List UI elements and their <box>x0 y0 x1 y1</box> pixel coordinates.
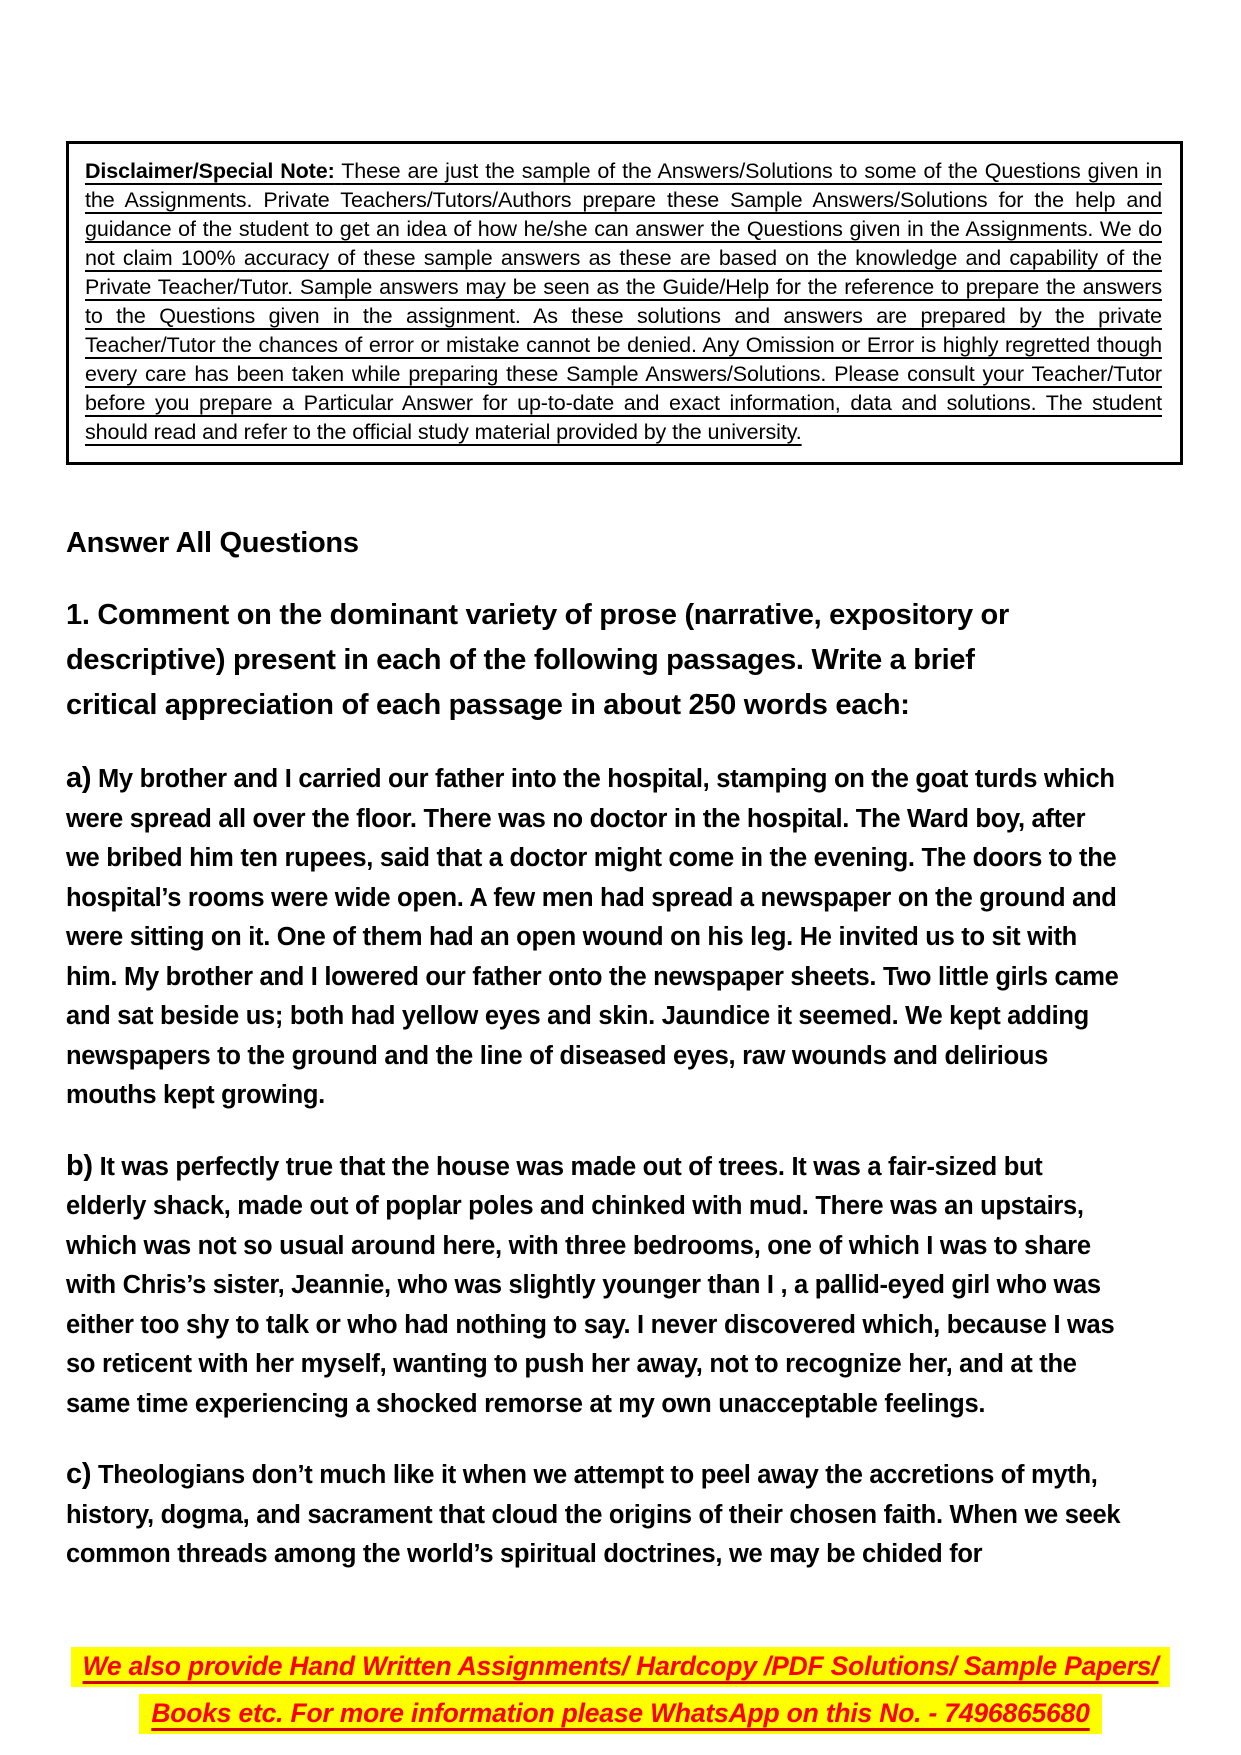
footer-line-2: Books etc. For more information please WhatsApp on this No. - 7496865680 <box>139 1694 1101 1734</box>
footer-line <box>0 1645 1241 1692</box>
passage-b-text: It was perfectly true that the house was made out of trees. It was a fair-sized but elderly shack, made out of poplar poles and chinked with mud. There was an upstairs, which was not so usual around here, with three bedrooms, one of which I was to share with Chris’s sister, Jeannie, who was slightly younger than I , a pallid-eyed girl who was either too shy to talk or who had nothing to say. I never discovered which, because I was so reticent with her myself, wanting to push her away, not to recognize her, and at the same time experiencing a shocked remorse at my own unacceptable feelings. <box>66 1152 1115 1418</box>
passage-c-marker: c) <box>66 1458 92 1490</box>
disclaimer-box <box>66 141 1183 465</box>
question-1-heading: 1. Comment on the dominant variety of prose (narrative, expository or descriptive) present in each of the following passages. Write a brief critical appreciation of each passage in about 250 words each: <box>66 599 1009 721</box>
section-heading: Answer All Questions <box>66 527 359 559</box>
passage-c-text: Theologians don’t much like it when we attempt to peel away the accretions of myth, history, dogma, and sacrament that cloud the origins of their chosen faith. When we seek common threads among the world’s spiritual doctrines, we may be chided for <box>66 1461 1121 1568</box>
passage-c <box>66 1455 1183 1575</box>
passage-b-marker: b) <box>66 1149 93 1182</box>
disclaimer-text <box>85 157 1162 447</box>
passage-a <box>66 759 1183 1116</box>
disclaimer-body: These are just the sample of the Answers/Solutions to some of the Questions given in the Assignments. Private Teachers/Tutors/Authors prepare these Sample Answers/Solutions for the help and guidance of the student to get an idea of how he/she can answer the Questions given in the Assignments. We do not claim 100% accuracy of these sample answers as these are based on the knowledge and capability of the Private Teacher/Tutor. Sample answers may be seen as the Guide/Help for the reference to prepare the answers to the Questions given in the assignment. As these solutions and answers are prepared by the private Teacher/Tutor the chances of error or mistake cannot be denied. Any Omission or Error is highly regretted though every care has been taken while preparing these Sample Answers/Solutions. Please consult your Teacher/Tutor before you prepare a Particular Answer for up-to-date and exact information, data and solutions. The student should read and refer to the official study material provided by the university. <box>85 159 1162 444</box>
passage-b <box>66 1147 1183 1425</box>
footer-line-1: We also provide Hand Written Assignments/ Hardcopy /PDF Solutions/ Sample Papers/ <box>71 1647 1171 1687</box>
passage-a-marker: a) <box>66 762 92 794</box>
disclaimer-label: Disclaimer/Special Note: <box>85 159 335 183</box>
footer-banner <box>0 1645 1241 1739</box>
footer-line <box>0 1692 1241 1739</box>
passage-a-text: My brother and I carried our father into the hospital, stamping on the goat turds which were spread all over the floor. There was no doctor in the hospital. The Ward boy, after we bribed him ten rupees, said that a doctor might come in the evening. The doors to the hospital’s rooms were wide open. A few men had spread a newspaper on the ground and were sitting on it. One of them had an open wound on his leg. He invited us to sit with him. My brother and I lowered our father onto the newspaper sheets. Two little girls came and sat beside us; both had yellow eyes and skin. Jaundice it seemed. We kept adding newspapers to the ground and the line of diseased eyes, raw wounds and delirious mouths kept growing. <box>66 765 1119 1109</box>
